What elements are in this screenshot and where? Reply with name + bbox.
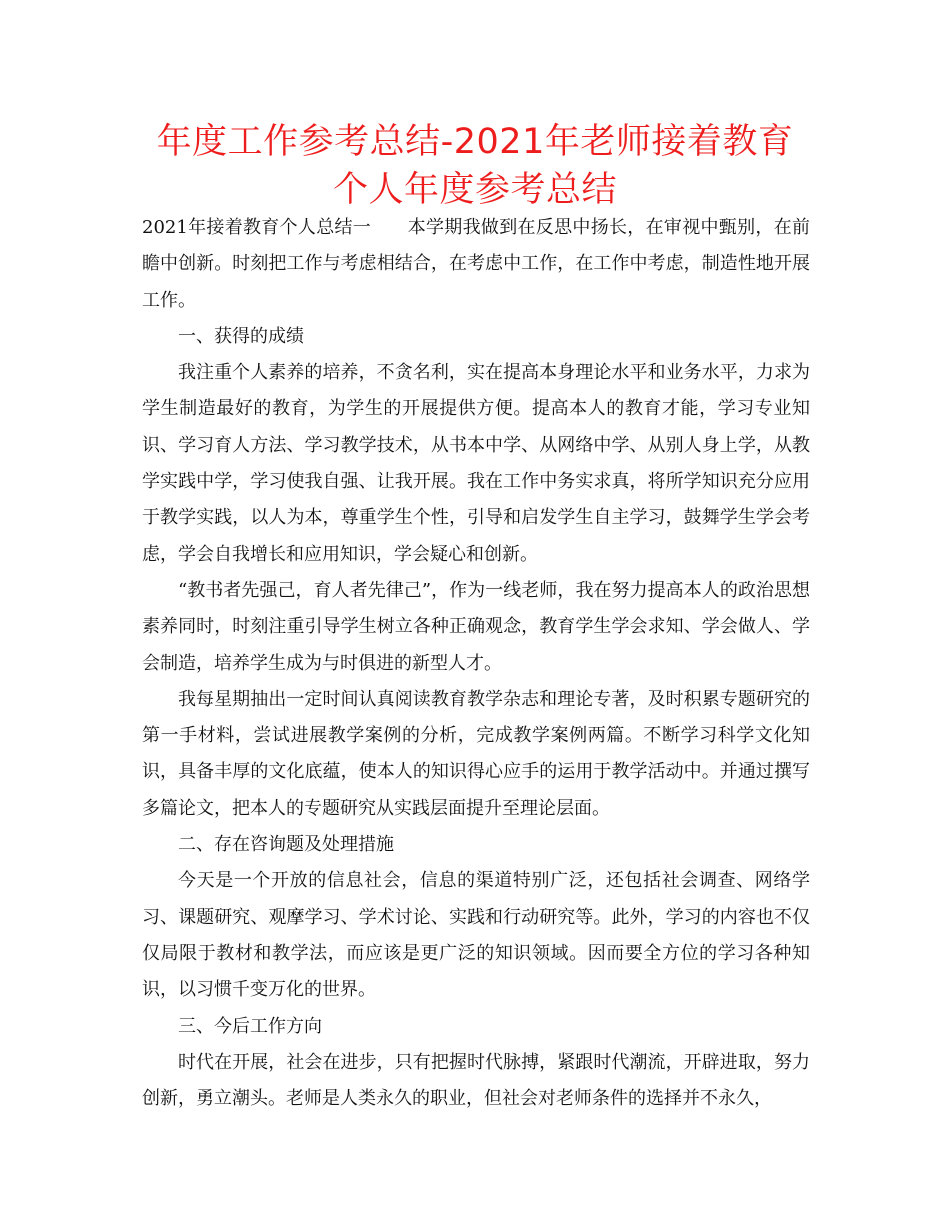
body-paragraph: 我注重个人素养的培养，不贪名利，实在提高本身理论水平和业务水平，力求为学生制造最好的教育，为学生的开展提供方便。提高本人的教育才能，学习专业知识、学习育人方法、学习教学技术，从书本中学、从网络中学、从别人身上学，从教学实践中学，学习使我自强、让我开展。我在工作中务实求真，将所学知识充分应用于教学实践，以人为本，尊重学生个性，引导和启发学生自主学习，鼓舞学生学会考虑，学会自我增长和应用知识，学会疑心和创新。	[142, 362, 810, 565]
intro-paragraph: 2021年接着教育个人总结一 本学期我做到在反思中扬长，在审视中甄别，在前瞻中创新。时刻把工作与考虑相结合，在考虑中工作，在工作中考虑，制造性地开展工作。	[142, 217, 810, 311]
document-body	[142, 210, 810, 1117]
body-paragraph: 时代在开展，社会在进步，只有把握时代脉搏，紧跟时代潮流，开辟进取，努力创新，勇立潮头。老师是人类永久的职业，但社会对老师条件的选择并不永久，	[142, 1051, 810, 1110]
body-paragraph: 今天是一个开放的信息社会，信息的渠道特别广泛，还包括社会调查、网络学习、课题研究、观摩学习、学术讨论、实践和行动研究等。此外，学习的内容也不仅仅局限于教材和教学法，而应该是更广泛的知识领域。因而要全方位的学习各种知识，以习惯千变万化的世界。	[142, 870, 810, 1001]
section-heading-achievements: 一、获得的成绩	[178, 325, 304, 347]
body-paragraph: 我每星期抽出一定时间认真阅读教育教学杂志和理论专著，及时积累专题研究的第一手材料，尝试进展教学案例的分析，完成教学案例两篇。不断学习科学文化知识，具备丰厚的文化底蕴，使本人的知识得心应手的运用于教学活动中。并通过撰写多篇论文，把本人的专题研究从实践层面提升至理论层面。	[142, 688, 810, 819]
section-heading-problems: 二、存在咨询题及处理措施	[178, 834, 394, 856]
section-heading-future: 三、今后工作方向	[178, 1015, 322, 1037]
body-paragraph: “教书者先强己，育人者先律己”，作为一线老师，我在努力提高本人的政治思想素养同时，时刻注重引导学生树立各种正确观念，教育学生学会求知、学会做人、学会制造，培养学生成为与时俱进的新型人才。	[142, 579, 810, 674]
document-title: 年度工作参考总结-2021年老师接着教育个人年度参考总结	[156, 122, 794, 210]
